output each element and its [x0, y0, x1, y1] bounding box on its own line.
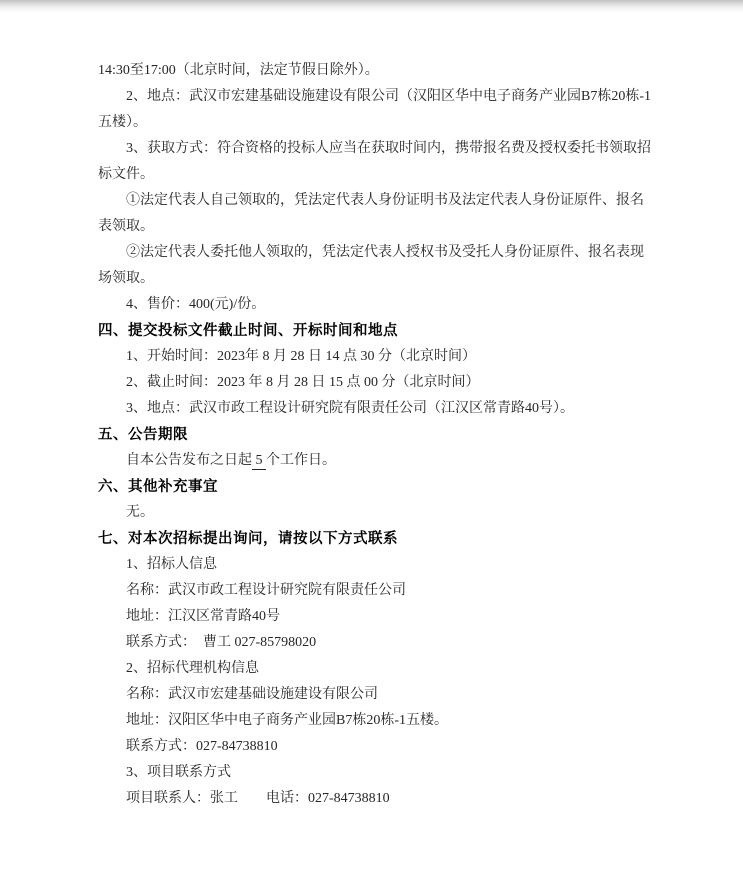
- text-line: 无。: [126, 505, 154, 520]
- text-line: 项目联系人：张工 电话：027-84738810: [126, 791, 390, 806]
- text-line: 联系方式：027-84738810: [126, 739, 278, 754]
- section-heading: 四、提交投标文件截止时间、开标时间和地点: [98, 323, 398, 339]
- text-line: 联系方式： 曹工 027-85798020: [126, 635, 317, 650]
- text-segment: 自本公告发布之日起: [126, 453, 252, 468]
- text-line: 五楼）。: [98, 115, 147, 130]
- text-line: 1、招标人信息: [126, 557, 217, 572]
- text-line: 场领取。: [98, 271, 154, 286]
- text-line: 标文件。: [98, 167, 154, 182]
- document-body: [98, 58, 654, 812]
- page-top-edge: [0, 0, 743, 12]
- text-line: 2、招标代理机构信息: [126, 661, 259, 676]
- text-line: 3、地点：武汉市政工程设计研究院有限责任公司（江汉区常青路40号）。: [126, 401, 574, 416]
- text-line: 4、售价：400(元)/份。: [126, 297, 266, 312]
- section-heading: 五、公告期限: [98, 427, 188, 443]
- text-line: 名称：武汉市宏建基础设施建设有限公司: [126, 687, 378, 702]
- text-line: 3、获取方式：符合资格的投标人应当在获取时间内，携带报名费及授权委托书领取招: [126, 141, 651, 156]
- text-line: 名称：武汉市政工程设计研究院有限责任公司: [126, 583, 406, 598]
- underlined-blank-value: 5: [252, 453, 266, 468]
- text-line: 2、地点：武汉市宏建基础设施建设有限公司（汉阳区华中电子商务产业园B7栋20栋-1: [126, 89, 651, 104]
- text-line: 地址：汉阳区华中电子商务产业园B7栋20栋-1五楼。: [126, 713, 448, 728]
- section-heading: 七、对本次招标提出询问，请按以下方式联系: [98, 531, 398, 547]
- text-line: 1、开始时间：2023年 8 月 28 日 14 点 30 分（北京时间）: [126, 349, 476, 364]
- text-line: 地址：江汉区常青路40号: [126, 609, 280, 624]
- text-line: 2、截止时间：2023 年 8 月 28 日 15 点 00 分（北京时间）: [126, 375, 480, 390]
- text-line: 表领取。: [98, 219, 154, 234]
- text-line: 3、项目联系方式: [126, 765, 231, 780]
- text-line: ②法定代表人委托他人领取的，凭法定代表人授权书及受托人身份证原件、报名表现: [126, 245, 644, 260]
- text-segment: 个工作日。: [266, 453, 336, 468]
- section-heading: 六、其他补充事宜: [98, 479, 218, 495]
- text-line: [98, 448, 654, 474]
- text-line: ①法定代表人自己领取的，凭法定代表人身份证明书及法定代表人身份证原件、报名: [126, 193, 644, 208]
- text-line: 14:30至17:00（北京时间，法定节假日除外）。: [98, 63, 379, 78]
